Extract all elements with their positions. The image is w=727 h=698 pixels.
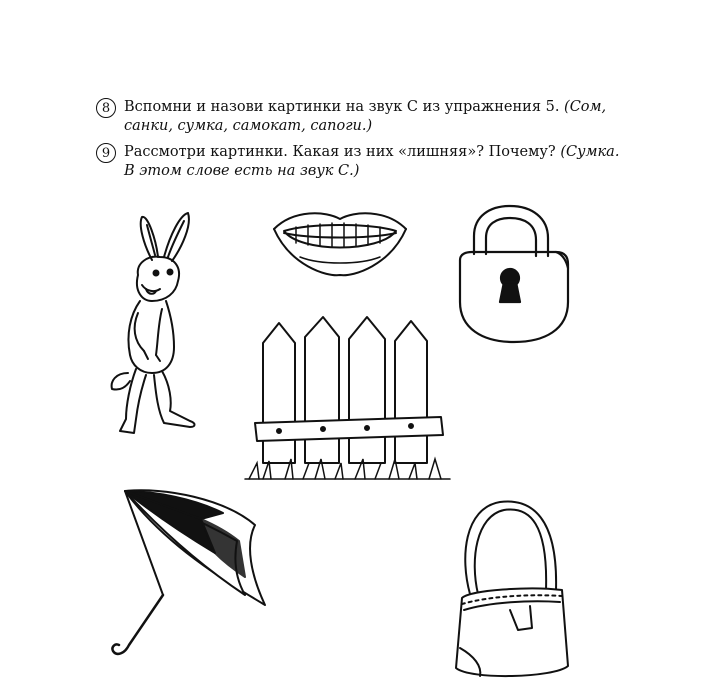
fence-picture [245,313,450,488]
exercise-8-answer-end: санки, сумка, самокат, сапоги.) [124,118,373,134]
exercise-9-instruction: Рассмотри картинки. Какая из них «лишняя»? Почему? [124,144,556,160]
exercise-9 [96,143,696,181]
exercise-number-9: 9 [96,143,116,163]
exercise-8 [96,98,696,136]
exercise-number-8: 8 [96,98,116,118]
exercise-8-answer-start: (Сом, [564,99,607,115]
exercise-8-text [124,98,696,136]
mouth-picture [270,205,410,280]
exercise-9-answer-end: В этом слове есть на звук С.) [124,163,360,179]
exercise-9-text [124,143,696,181]
exercise-8-instruction: Вспомни и назови картинки на звук С из упражнения 5. [124,99,560,115]
umbrella-picture [105,485,275,675]
exercise-9-answer-start: (Сумка. [560,144,620,160]
hare-picture [100,205,210,440]
padlock-picture [452,202,577,347]
handbag-picture [450,498,575,683]
